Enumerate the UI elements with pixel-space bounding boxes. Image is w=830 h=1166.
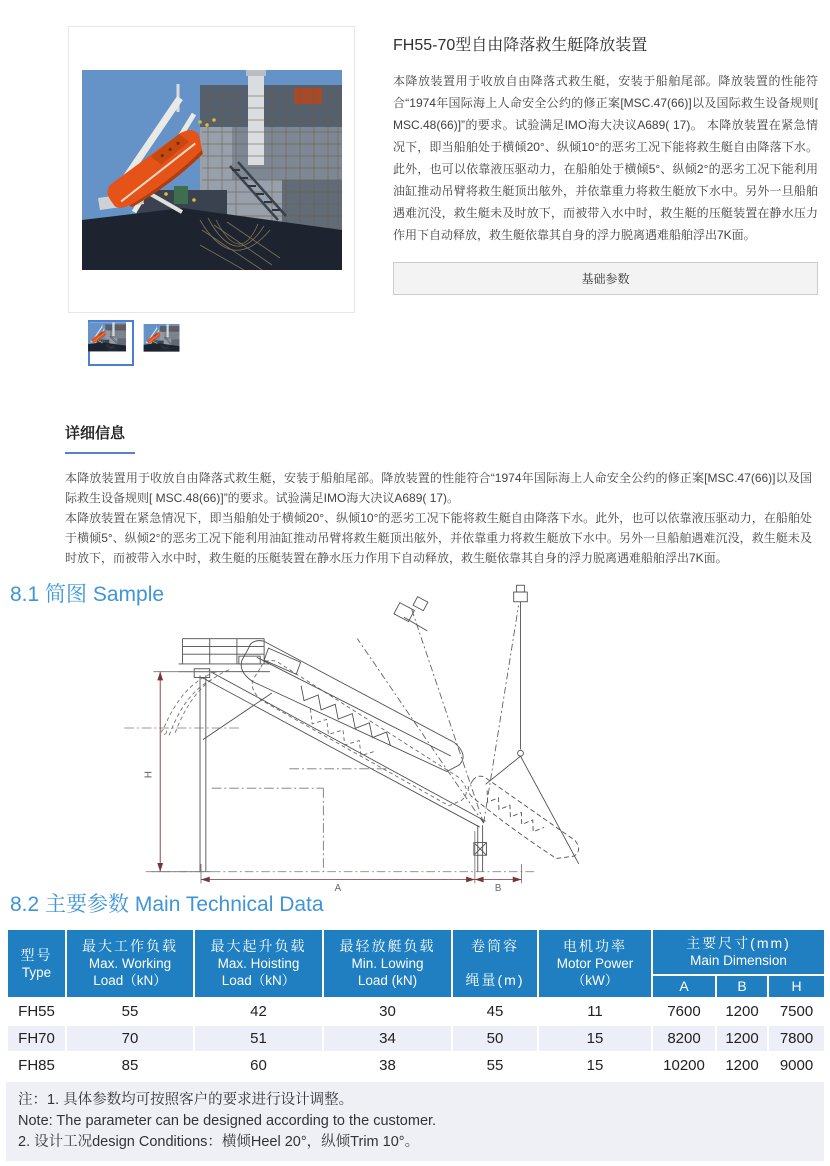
col-header-working-unit: Load（kN） — [93, 973, 167, 988]
cell-dim-h: 7800 — [769, 1026, 824, 1051]
cell-rope: 45 — [453, 999, 537, 1024]
davit-diagram — [66, 582, 571, 895]
cell-dim-a: 7600 — [653, 999, 715, 1024]
cell-hoisting: 42 — [195, 999, 322, 1024]
table-notes — [6, 1082, 824, 1161]
thumbnail-1-image — [92, 324, 130, 362]
note-line-1: 注：1. 具体参数均可按照客户的要求进行设计调整。 — [18, 1092, 354, 1108]
cell-lowing: 38 — [324, 1053, 451, 1078]
table-row-fh55 — [8, 999, 824, 1024]
cell-working: 70 — [67, 1026, 193, 1051]
technical-data-table — [6, 928, 826, 1080]
product-photo[interactable] — [81, 70, 343, 270]
col-header-motor-en: Motor Power — [556, 956, 634, 971]
product-info-column — [393, 26, 818, 366]
cell-model: FH70 — [8, 1026, 65, 1051]
col-header-lowing-en: Min. Lowing — [351, 956, 424, 971]
detail-info-panel — [65, 468, 812, 568]
col-header-hoisting-cn: 最大起升负载 — [210, 938, 307, 954]
cell-model: FH85 — [8, 1053, 65, 1078]
cell-motor: 11 — [539, 999, 651, 1024]
thumbnail-2-image — [147, 329, 183, 357]
davit-diagram-drawing — [66, 582, 571, 895]
table-row-fh85 — [8, 1053, 824, 1078]
col-header-rope-capacity — [453, 930, 537, 997]
col-header-rope-cn2: 绳量(m) — [465, 972, 525, 988]
product-overview-section — [0, 0, 830, 366]
cell-rope: 50 — [453, 1026, 537, 1051]
cell-model: FH55 — [8, 999, 65, 1024]
cell-dim-a: 10200 — [653, 1053, 715, 1078]
col-header-hoisting-en: Max. Hoisting — [217, 956, 300, 971]
thumbnail-1-selected[interactable] — [88, 320, 134, 366]
col-header-motor-cn: 电机功率 — [563, 938, 627, 954]
col-header-main-dimension — [653, 930, 824, 974]
col-header-lowing-unit: Load (kN) — [357, 973, 418, 988]
col-header-motor-power — [539, 930, 651, 997]
cell-lowing: 30 — [324, 999, 451, 1024]
detail-paragraph-2: 本降放装置在紧急情况下，即当船舶处于横倾20°、纵倾10°的恶劣工况下能将救生艇自由降落下水。此外，也可以依靠液压驱动力，在船舶处于横倾5°、纵倾2°的恶劣工况下能利用油缸推动吊臂将救生艇顶出舷外，并依靠重力将救生艇放下水中。另外一旦船舶遇难沉没，救生艇未及时放下，而被带入水中时，救生艇的压艇装置在静水压力作用下自动释放，救生艇依靠其自身的浮力脱离遇难船舶浮出7K面。 — [65, 511, 812, 565]
col-header-type-cn: 型号 — [20, 946, 53, 963]
cell-dim-b: 1200 — [717, 999, 767, 1024]
cell-dim-a: 8200 — [653, 1026, 715, 1051]
col-header-dim-en: Main Dimension — [690, 953, 787, 968]
col-header-lowing-cn: 最轻放艇负载 — [339, 938, 436, 954]
col-header-rope-cn1: 卷筒容 — [471, 938, 519, 954]
col-header-working-load — [67, 930, 193, 997]
cell-hoisting: 60 — [195, 1053, 322, 1078]
cell-dim-b: 1200 — [717, 1053, 767, 1078]
cell-lowing: 34 — [324, 1026, 451, 1051]
cell-dim-h: 9000 — [769, 1053, 824, 1078]
col-header-dim-h: H — [769, 976, 824, 997]
detail-paragraph-1: 本降放装置用于收放自由降落式救生艇，安装于船舶尾部。降放装置的性能符合“1974年国际海上人命安全公约的修正案[MSC.47(66)]以及国际救生设备规则[ MSC.48(66)]”的要求。试验满足IMO海大决议A689( 17)。 — [65, 471, 812, 505]
col-header-type — [8, 930, 65, 997]
basic-params-button[interactable]: 基础参数 — [393, 262, 818, 295]
thumbnail-row — [88, 320, 357, 366]
product-title: FH55-70型自由降落救生艇降放装置 — [393, 37, 648, 54]
cell-dim-b: 1200 — [717, 1026, 767, 1051]
main-image-frame — [68, 26, 355, 313]
note-line-2: Note: The parameter can be designed according to the customer. — [18, 1113, 437, 1129]
table-header-row — [8, 930, 824, 974]
col-header-dim-cn: 主要尺寸(mm) — [686, 935, 791, 951]
cell-hoisting: 51 — [195, 1026, 322, 1051]
section-heading-tech-data: 8.2 主要参数 Main Technical Data — [10, 893, 324, 916]
section-heading-sample: 8.1 简图 Sample — [10, 583, 165, 606]
detail-tab-bar — [65, 422, 830, 454]
col-header-dim-b: B — [717, 976, 767, 997]
cell-working: 55 — [67, 999, 193, 1024]
product-gallery — [68, 26, 357, 366]
cell-motor: 15 — [539, 1053, 651, 1078]
cell-working: 85 — [67, 1053, 193, 1078]
diagram-dim-a-label: A — [334, 883, 342, 895]
thumbnail-2[interactable] — [147, 329, 183, 357]
diagram-dim-b-label: B — [494, 883, 502, 895]
tab-active-underline — [65, 452, 135, 454]
cell-dim-h: 7500 — [769, 999, 824, 1024]
table-row-fh70 — [8, 1026, 824, 1051]
tab-detail-info[interactable]: 详细信息 — [65, 425, 126, 442]
product-description: 本降放装置用于收放自由降落式救生艇，安装于船舶尾部。降放装置的性能符合“1974年国际海上人命安全公约的修正案[MSC.47(66)]以及国际救生设备规则[ MSC.48(66)]”的要求。试验满足IMO海大决议A689( 17)。 本降放装置在紧急情况下，即当船舶处于横倾20°、纵倾10°的恶劣工况下能将救生艇自由降落下水。此外，也可以依靠液压驱动力，在船舶处于横倾5°、纵倾2°的恶劣工况下能利用油缸推动吊臂将救生艇顶出舷外，并依靠重力将救生艇放下水中。另外一旦船舶遇难沉没，救生艇未及时放下，而被带入水中时，救生艇的压艇装置在静水压力作用下自动释放，救生艇依靠其自身的浮力脱离遇难船舶浮出7K面。 — [393, 74, 818, 242]
col-header-lowing-load — [324, 930, 451, 997]
col-header-hoisting-unit: Load（kN） — [221, 973, 296, 988]
diagram-dim-h-label: H — [143, 771, 155, 779]
col-header-working-cn: 最大工作负载 — [82, 938, 178, 954]
col-header-type-en: Type — [21, 964, 52, 980]
col-header-dim-a: A — [653, 976, 715, 997]
cell-rope: 55 — [453, 1053, 537, 1078]
note-line-3: 2. 设计工况design Conditions：横倾Heel 20°，纵倾Trim 10°。 — [18, 1134, 420, 1150]
col-header-motor-unit: （kW） — [571, 973, 619, 988]
col-header-hoisting-load — [195, 930, 322, 997]
col-header-working-en: Max. Working — [88, 956, 172, 971]
cell-motor: 15 — [539, 1026, 651, 1051]
